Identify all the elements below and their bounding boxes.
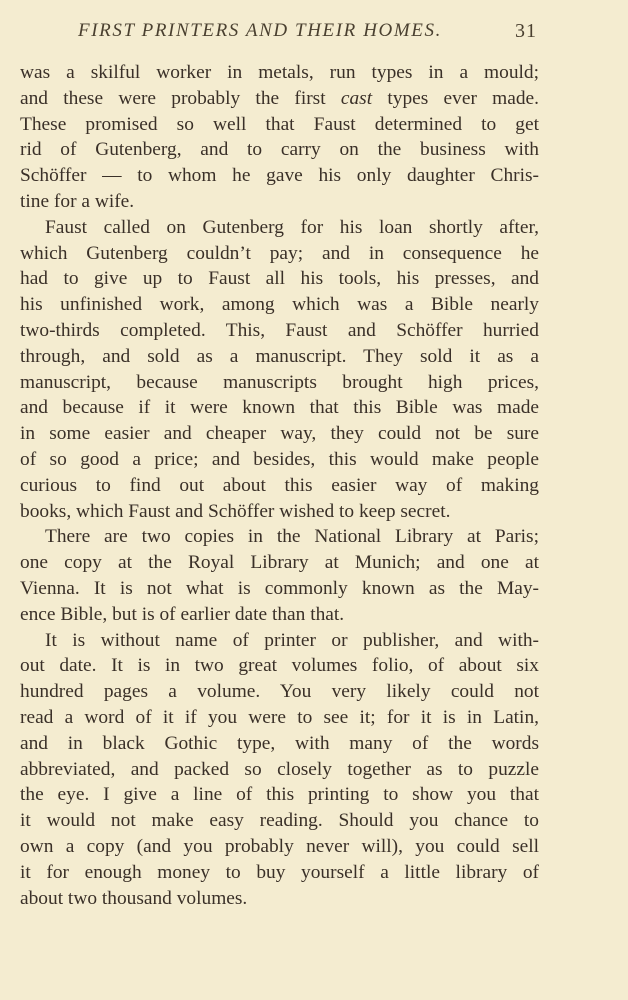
text-line: ence Bible, but is of earlier date than that. [20, 603, 345, 625]
text-line: and in black Gothic type, with many of the words [20, 732, 539, 754]
text-line: which Gutenberg couldn’t pay; and in consequence he [20, 242, 539, 264]
text-line: read a word of it if you were to see it; for it is in Latin, [20, 706, 539, 728]
text-line: manuscript, because manuscripts brought high prices, [20, 371, 539, 393]
text-line: and these were probably the first cast types ever made. [20, 87, 539, 109]
text-line: tine for a wife. [20, 190, 135, 212]
text-line: had to give up to Faust all his tools, his presses, and [20, 268, 539, 290]
text-line: hundred pages a volume. You very likely could not [20, 681, 539, 703]
text-line: rid of Gutenberg, and to carry on the business with [20, 139, 539, 161]
text-line: abbreviated, and packed so closely together as to puzzle [20, 758, 539, 780]
text-line: it for enough money to buy yourself a little library of [20, 861, 539, 883]
text-line: Schöffer — to whom he gave his only daughter Chris- [20, 165, 539, 187]
text-line: in some easier and cheaper way, they could not be sure [20, 423, 539, 445]
running-head: FIRST PRINTERS AND THEIR HOMES. [78, 20, 442, 41]
text-line: Vienna. It is not what is commonly known as the May- [20, 577, 539, 599]
text-line: books, which Faust and Schöffer wished to keep secret. [20, 500, 451, 522]
text-line: one copy at the Royal Library at Munich; and one at [20, 552, 539, 574]
text-line: It is without name of printer or publisher, and with- [45, 629, 539, 651]
text-line: These promised so well that Faust determined to get [20, 113, 539, 135]
emphasis: cast [340, 87, 373, 109]
text-line: through, and sold as a manuscript. They sold it as a [20, 345, 539, 367]
text-line: was a skilful worker in metals, run types in a mould; [20, 62, 539, 83]
text-line: own a copy (and you probably never will), you could sell [20, 835, 539, 857]
text-line: and because if it were known that this Bible was made [20, 397, 539, 419]
text-line: There are two copies in the National Library at Paris; [45, 526, 539, 548]
text-line: curious to find out about this easier way of making [20, 474, 539, 496]
text-line: out date. It is in two great volumes folio, of about six [20, 655, 539, 677]
text-line: the eye. I give a line of this printing to show you that [20, 784, 539, 806]
text-line: two-thirds completed. This, Faust and Schöffer hurried [20, 319, 539, 341]
text-line: Faust called on Gutenberg for his loan shortly after, [45, 216, 539, 238]
text-line: it would not make easy reading. Should you chance to [20, 810, 539, 832]
text-line: about two thousand volumes. [20, 887, 248, 909]
text-line: of so good a price; and besides, this would make people [20, 448, 539, 470]
page-header [0, 20, 628, 44]
body-text [20, 60, 539, 911]
text-line: his unfinished work, among which was a Bible nearly [20, 294, 539, 316]
page-number: 31 [515, 20, 537, 42]
